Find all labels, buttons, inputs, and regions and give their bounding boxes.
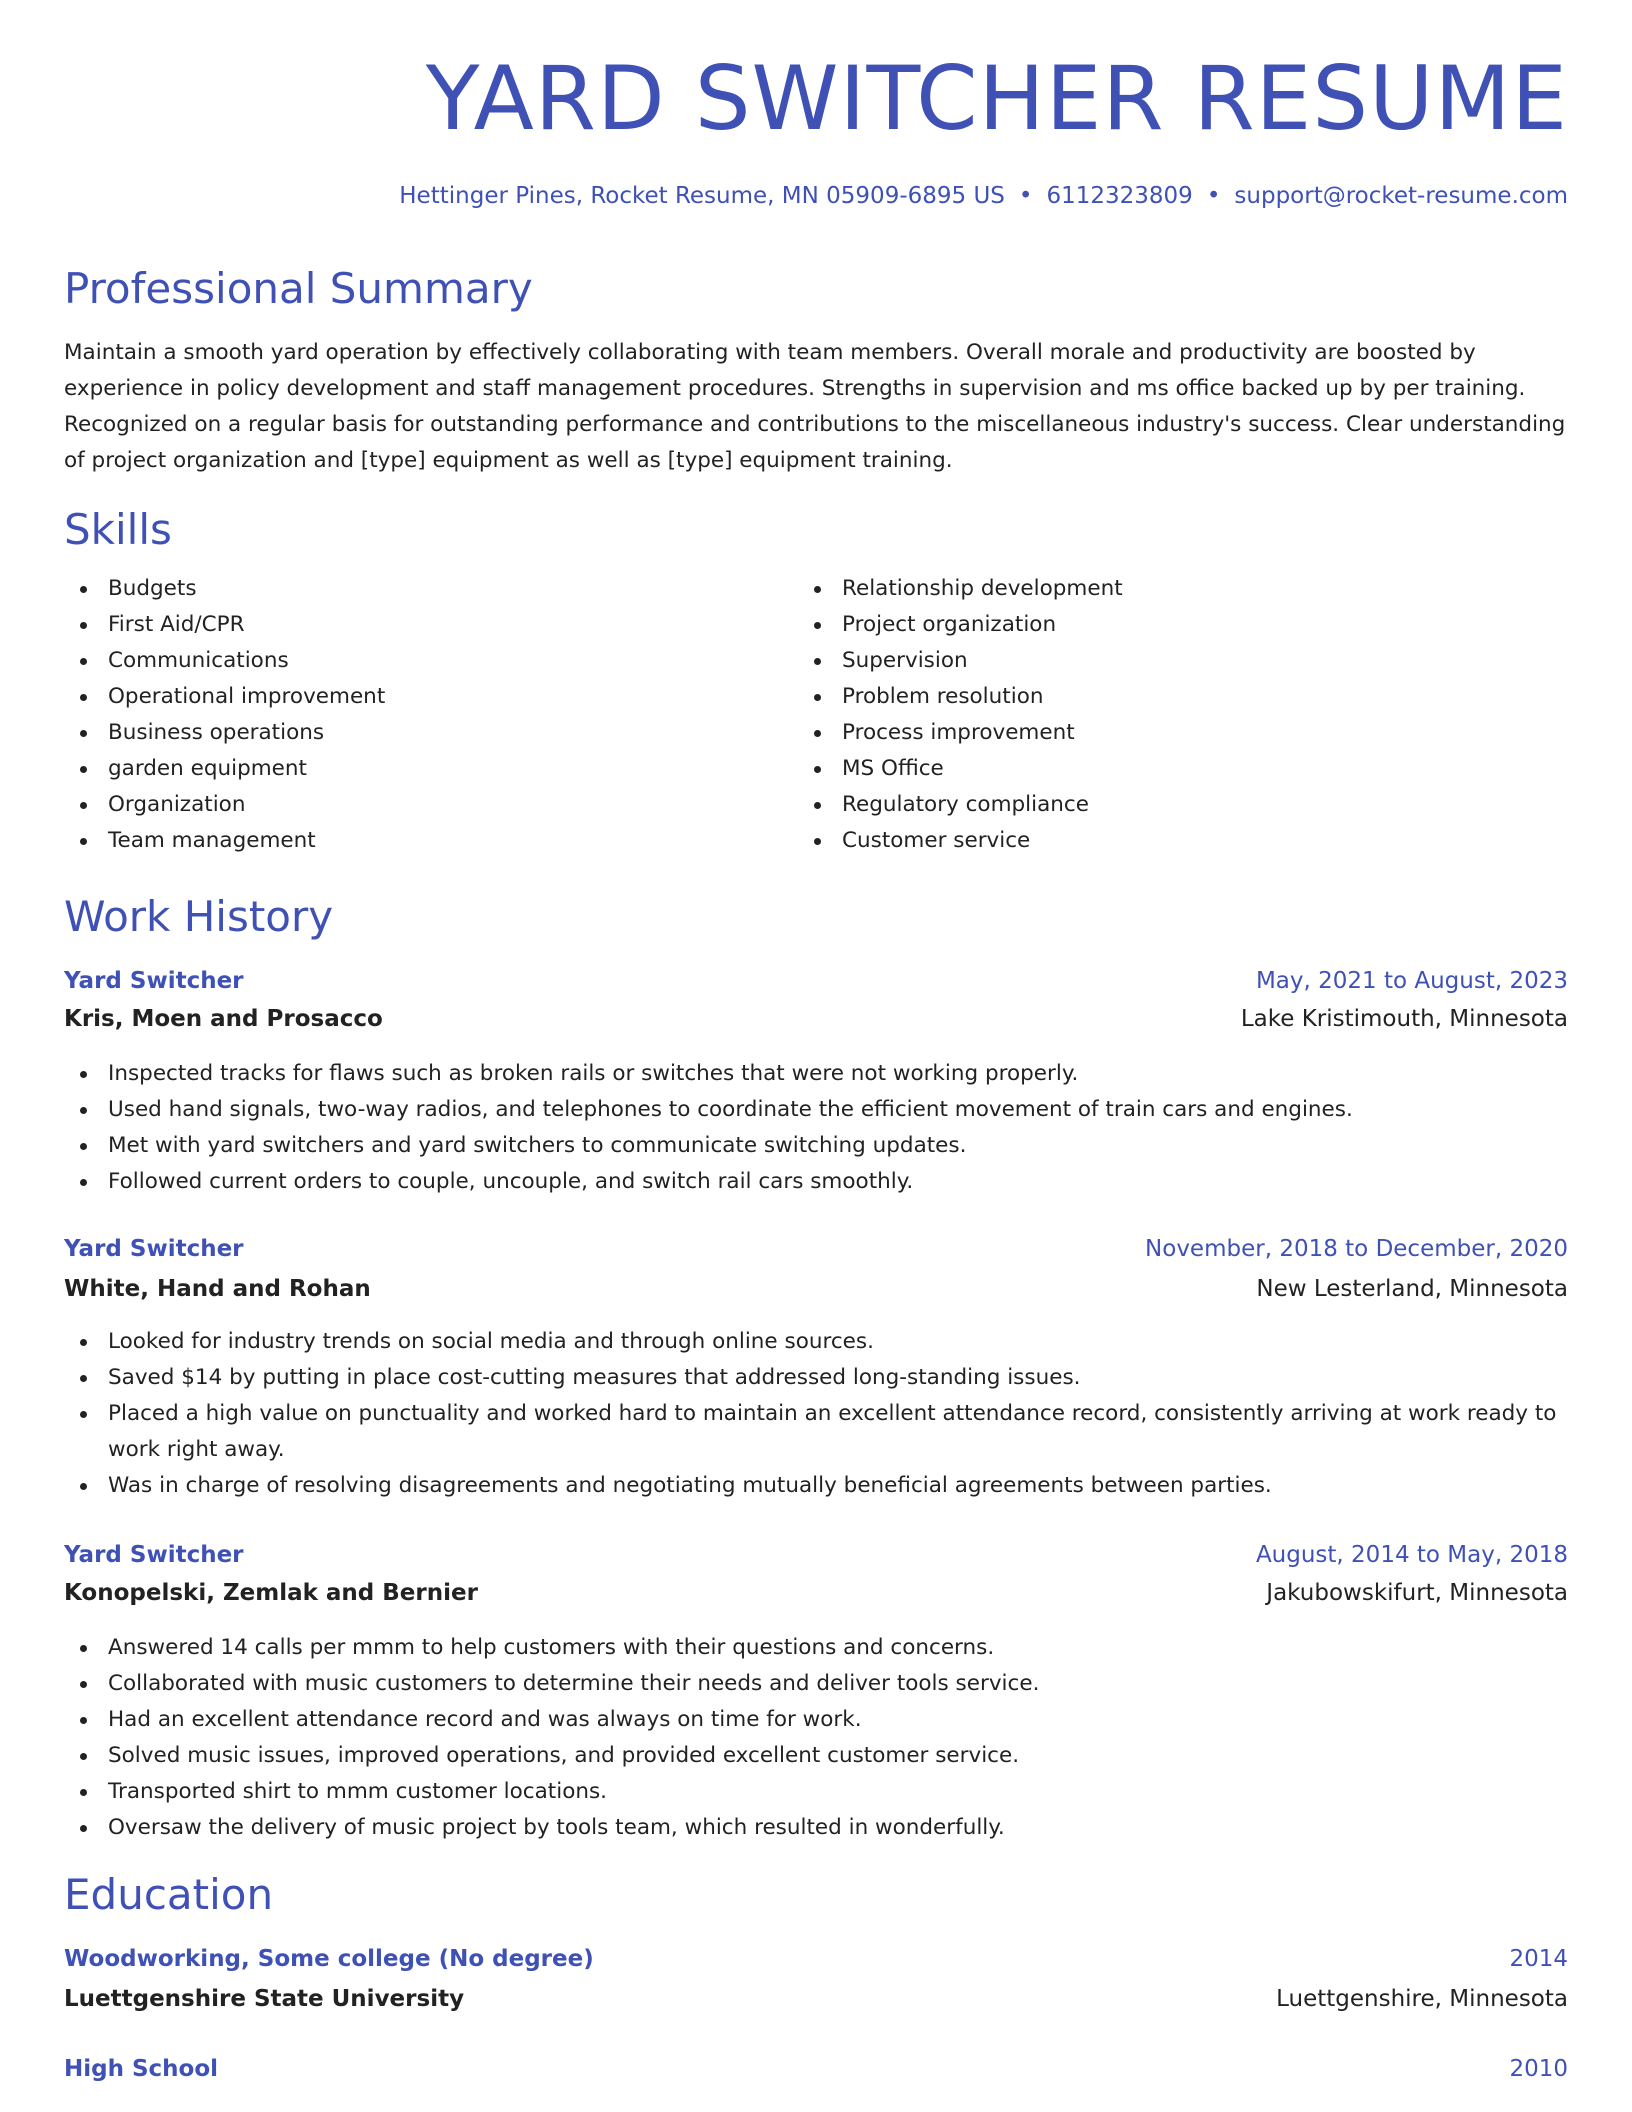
work-history-heading: Work History: [64, 892, 334, 941]
education-heading: Education: [64, 1870, 274, 1919]
education-school-row: [64, 1986, 1568, 2012]
skill-item: Supervision: [798, 643, 1498, 679]
job-bullet: Used hand signals, two-way radios, and telephones to coordinate the efficient movement of train cars and engines.: [64, 1092, 1568, 1128]
job-bullet: Had an excellent attendance record and was always on time for work.: [64, 1702, 1568, 1738]
job-bullet: Followed current orders to couple, uncouple, and switch rail cars smoothly.: [64, 1164, 1568, 1200]
education-school: Luettgenshire State University: [64, 1986, 465, 2012]
skill-item: Organization: [64, 787, 744, 823]
job-dates: November, 2018 to December, 2020: [1145, 1236, 1568, 1262]
skill-item: Communications: [64, 643, 744, 679]
contact-line: [399, 183, 1568, 209]
job-location: New Lesterland, Minnesota: [1256, 1276, 1568, 1302]
job-dates: May, 2021 to August, 2023: [1255, 968, 1568, 994]
job-company-row: [64, 1580, 1568, 1606]
job-bullets: [64, 1056, 1568, 1200]
education-degree-row: [64, 2056, 1568, 2082]
job-bullet: Answered 14 calls per mmm to help customers with their questions and concerns.: [64, 1630, 1568, 1666]
job-bullet: Collaborated with music customers to determine their needs and deliver tools service.: [64, 1666, 1568, 1702]
job-company-row: [64, 1006, 1568, 1032]
education-degree: High School: [64, 2056, 219, 2082]
skill-item: Relationship development: [798, 571, 1498, 607]
skill-item: First Aid/CPR: [64, 607, 744, 643]
skills-list-left: [64, 571, 744, 859]
education-degree-row: [64, 1946, 1568, 1972]
skill-item: Team management: [64, 823, 744, 859]
job-bullet: Looked for industry trends on social media and through online sources.: [64, 1324, 1568, 1360]
job-title-row: [64, 1542, 1568, 1568]
separator-dot: •: [1018, 183, 1033, 209]
job-company: Konopelski, Zemlak and Bernier: [64, 1580, 478, 1606]
skill-item: garden equipment: [64, 751, 744, 787]
job-bullet: Oversaw the delivery of music project by tools team, which resulted in wonderfully.: [64, 1810, 1568, 1846]
job-location: Lake Kristimouth, Minnesota: [1240, 1006, 1568, 1032]
job-title-row: [64, 968, 1568, 994]
job-title-row: [64, 1236, 1568, 1262]
skill-item: Regulatory compliance: [798, 787, 1498, 823]
summary-heading: Professional Summary: [64, 264, 533, 313]
job-title: Yard Switcher: [64, 968, 244, 994]
skill-item: Project organization: [798, 607, 1498, 643]
skill-item: MS Office: [798, 751, 1498, 787]
job-bullet: Placed a high value on punctuality and worked hard to maintain an excellent attendance record, consistently arriving at work ready to work right away.: [64, 1396, 1568, 1468]
skill-item: Problem resolution: [798, 679, 1498, 715]
skills-heading: Skills: [64, 505, 172, 554]
job-company-row: [64, 1276, 1568, 1302]
job-bullet: Met with yard switchers and yard switchers to communicate switching updates.: [64, 1128, 1568, 1164]
skill-item: Process improvement: [798, 715, 1498, 751]
job-bullet: Transported shirt to mmm customer locations.: [64, 1774, 1568, 1810]
address: Hettinger Pines, Rocket Resume, MN 05909-6895 US: [399, 183, 1005, 209]
education-degree: Woodworking, Some college (No degree): [64, 1946, 594, 1972]
email-link[interactable]: support@rocket-resume.com: [1234, 183, 1568, 209]
education-year: 2010: [1509, 2056, 1568, 2082]
job-company: Kris, Moen and Prosacco: [64, 1006, 383, 1032]
job-bullet: Saved $14 by putting in place cost-cutting measures that addressed long-standing issues.: [64, 1360, 1568, 1396]
job-bullet: Solved music issues, improved operations, and provided excellent customer service.: [64, 1738, 1568, 1774]
education-location: Luettgenshire, Minnesota: [1276, 1986, 1568, 2012]
job-title: Yard Switcher: [64, 1236, 244, 1262]
separator-dot: •: [1206, 183, 1221, 209]
skill-item: Customer service: [798, 823, 1498, 859]
phone: 6112323809: [1046, 183, 1193, 209]
job-bullet: Was in charge of resolving disagreements and negotiating mutually beneficial agreements between parties.: [64, 1468, 1568, 1504]
skill-item: Business operations: [64, 715, 744, 751]
job-location: Jakubowskifurt, Minnesota: [1266, 1580, 1568, 1606]
job-title: Yard Switcher: [64, 1542, 244, 1568]
job-dates: August, 2014 to May, 2018: [1255, 1542, 1568, 1568]
resume-title: YARD SWITCHER RESUME: [425, 47, 1568, 150]
job-bullets: [64, 1324, 1568, 1504]
skills-list-right: [798, 571, 1498, 859]
education-year: 2014: [1509, 1946, 1568, 1972]
job-bullets: [64, 1630, 1568, 1846]
skill-item: Budgets: [64, 571, 744, 607]
job-company: White, Hand and Rohan: [64, 1276, 371, 1302]
job-bullet: Inspected tracks for flaws such as broken rails or switches that were not working properly.: [64, 1056, 1568, 1092]
skill-item: Operational improvement: [64, 679, 744, 715]
summary-text: Maintain a smooth yard operation by effectively collaborating with team members. Overall morale and productivity are boosted by experience in policy development and staff management procedures. Strengths in supervision and ms office backed up by per training. Recognized on a regular basis for outstanding performance and contributions to the miscellaneous industry's success. Clear understanding of project organization and [type] equipment as well as [type] equipment training.: [64, 340, 1566, 473]
